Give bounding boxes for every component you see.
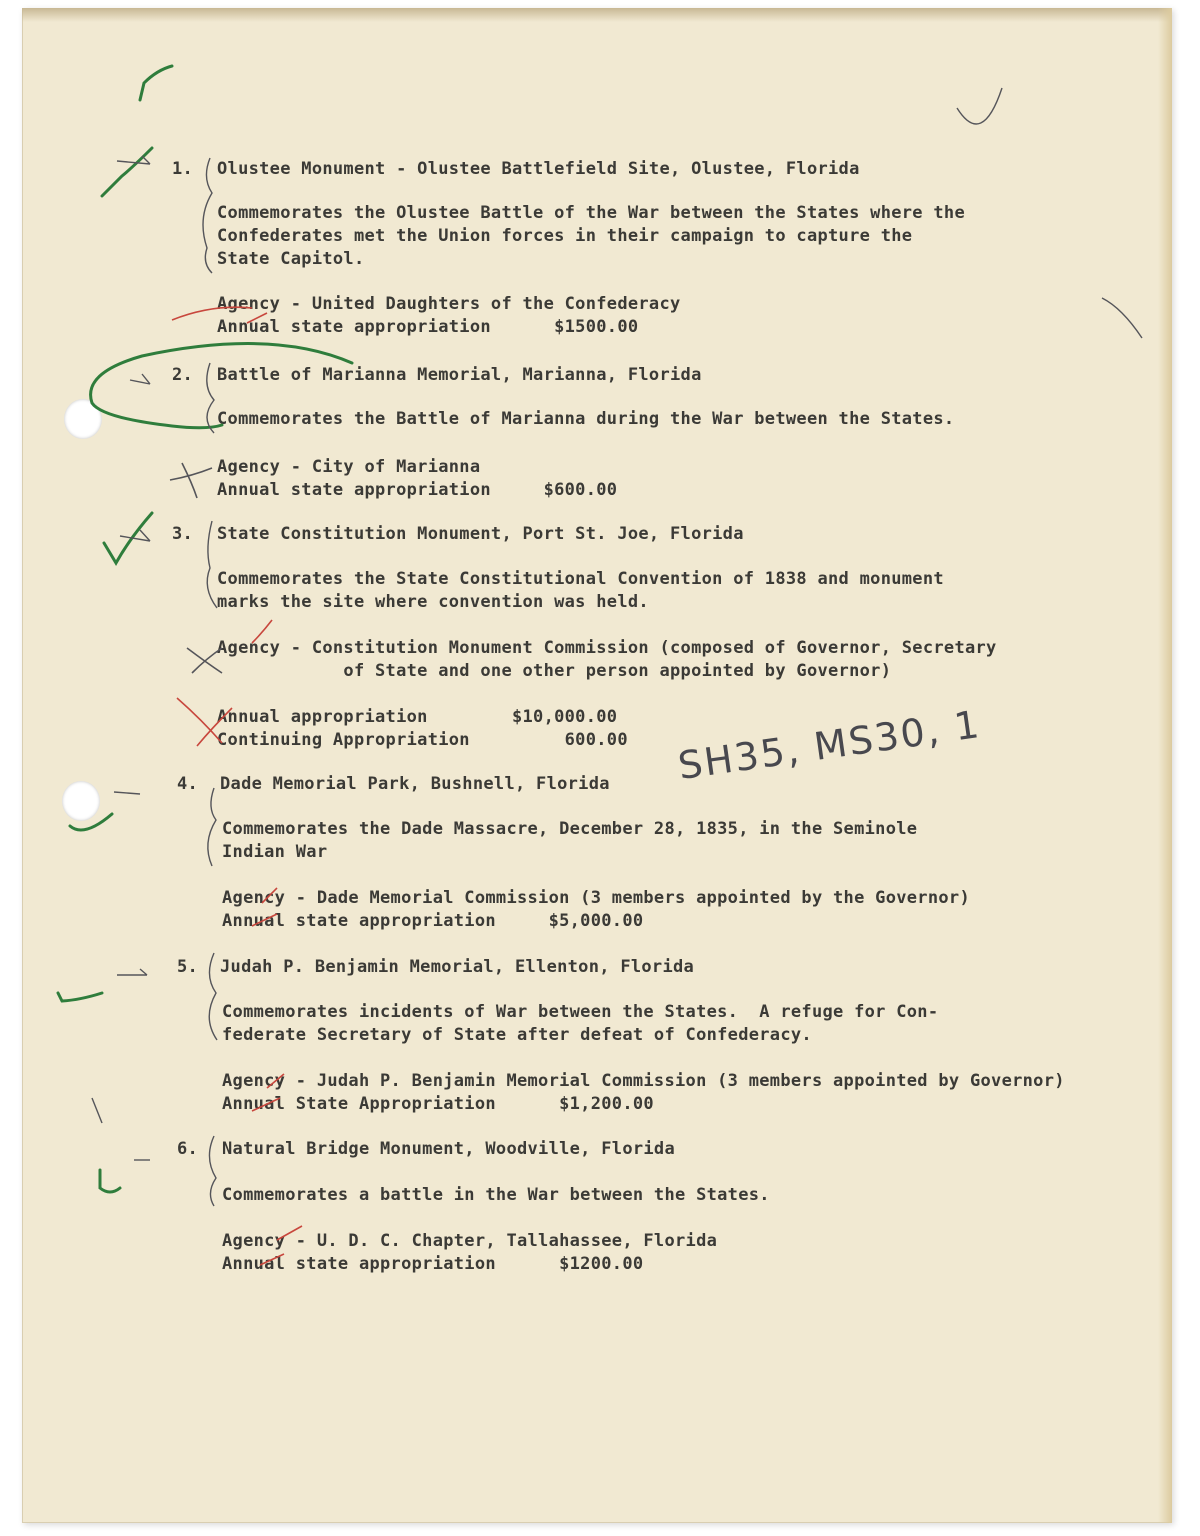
item-agency: Agency - Constitution Monument Commission (composed of Governor, Secretary [217,638,997,658]
brace [209,953,217,1040]
check-mark-icon [70,814,112,830]
item-description-line: Indian War [222,842,328,862]
margin-arrows [92,88,1142,1206]
check-mark-icon [102,148,152,196]
gray-cross-marks [170,463,222,673]
item-number: 6. [177,1139,199,1159]
item-title: Judah P. Benjamin Memorial, Ellenton, Florida [220,957,695,977]
cross-mark-icon [247,313,267,323]
cross-mark-icon [170,463,212,498]
item-agency: Agency - Judah P. Benjamin Memorial Commission (3 members appointed by Governor) [222,1071,1065,1091]
red-cross-marks [172,307,302,1265]
item-description-line: Commemorates the Olustee Battle of the War between the States where the [217,203,965,223]
item-title: Dade Memorial Park, Bushnell, Florida [220,774,610,794]
cross-mark-icon [262,888,277,903]
item-title: Olustee Monument - Olustee Battlefield Site, Olustee, Florida [217,159,860,179]
item-agency: Agency - Dade Memorial Commission (3 members appointed by the Governor) [222,888,970,908]
cross-mark-icon [187,648,222,673]
check-mark-icon [140,66,172,100]
brace [208,788,216,866]
item-number: 2. [172,365,194,385]
item-appropriation: Annual state appropriation $5,000.00 [222,911,644,931]
item-appropriation: Annual State Appropriation $1,200.00 [222,1094,654,1114]
check-mark-icon [100,1170,120,1192]
arrow-icon [114,792,140,794]
margin-scribble [92,1098,102,1123]
cross-mark-icon [252,914,277,926]
arrow-icon [117,969,147,975]
item-number: 4. [177,774,199,794]
cross-mark-icon [260,1254,284,1265]
item-number: 5. [177,957,199,977]
item-appropriation: Annual state appropriation $1200.00 [222,1254,644,1274]
item-title: Natural Bridge Monument, Woodville, Florida [222,1139,675,1159]
item-agency: Agency - City of Marianna [217,457,481,477]
item-title: Battle of Marianna Memorial, Marianna, Florida [217,365,702,385]
item-agency-continued: of State and one other person appointed by Governor) [217,661,892,681]
item-description-line: marks the site where convention was held. [217,592,649,612]
check-mark-icon [58,993,102,1001]
cross-mark-icon [277,1226,302,1240]
pencil-marks [22,8,1172,1523]
brace [207,363,214,433]
item-appropriation: Annual state appropriation $600.00 [217,480,618,500]
item-description-line: Commemorates the Dade Massacre, December 28, 1835, in the Seminole [222,819,918,839]
brace [209,1136,216,1206]
arrow-icon [117,156,150,164]
arrow-icon [130,374,150,384]
item-description-line: Commemorates the State Constitutional Convention of 1838 and monument [217,569,944,589]
item-appropriation: Annual appropriation $10,000.00 [217,707,618,727]
document-page [22,8,1172,1523]
cross-mark-icon [252,1098,280,1111]
cross-mark-icon [267,1074,284,1088]
item-number: 3. [172,524,194,544]
cross-mark-icon [177,698,222,743]
item-description-line: State Capitol. [217,249,365,269]
item-description-line: Commemorates incidents of War between the States. A refuge for Con- [222,1002,939,1022]
brace [207,521,217,608]
item-appropriation: Annual state appropriation $1500.00 [217,317,639,337]
item-agency: Agency - United Daughters of the Confederacy [217,294,681,314]
cross-mark-icon [172,307,252,320]
cross-mark-icon [252,620,272,643]
cross-mark-icon [197,708,232,746]
margin-scribble [957,88,1002,124]
item-title: State Constitution Monument, Port St. Joe, Florida [217,524,744,544]
item-description-line: federate Secretary of State after defeat of Confederacy. [222,1025,812,1045]
bracket-curve [91,344,352,428]
item-agency: Agency - U. D. C. Chapter, Tallahassee, Florida [222,1231,718,1251]
item-appropriation: Continuing Appropriation 600.00 [217,730,628,750]
brace [203,158,212,273]
green-check-marks [58,66,352,1192]
item-description-line: Commemorates the Battle of Marianna during the War between the States. [217,409,955,429]
margin-scribble [1102,298,1142,338]
item-description-line: Commemorates a battle in the War between the States. [222,1185,770,1205]
item-number: 1. [172,159,194,179]
handwritten-note: SH35, MS30, 1 [675,702,984,788]
item-description-line: Confederates met the Union forces in their campaign to capture the [217,226,913,246]
